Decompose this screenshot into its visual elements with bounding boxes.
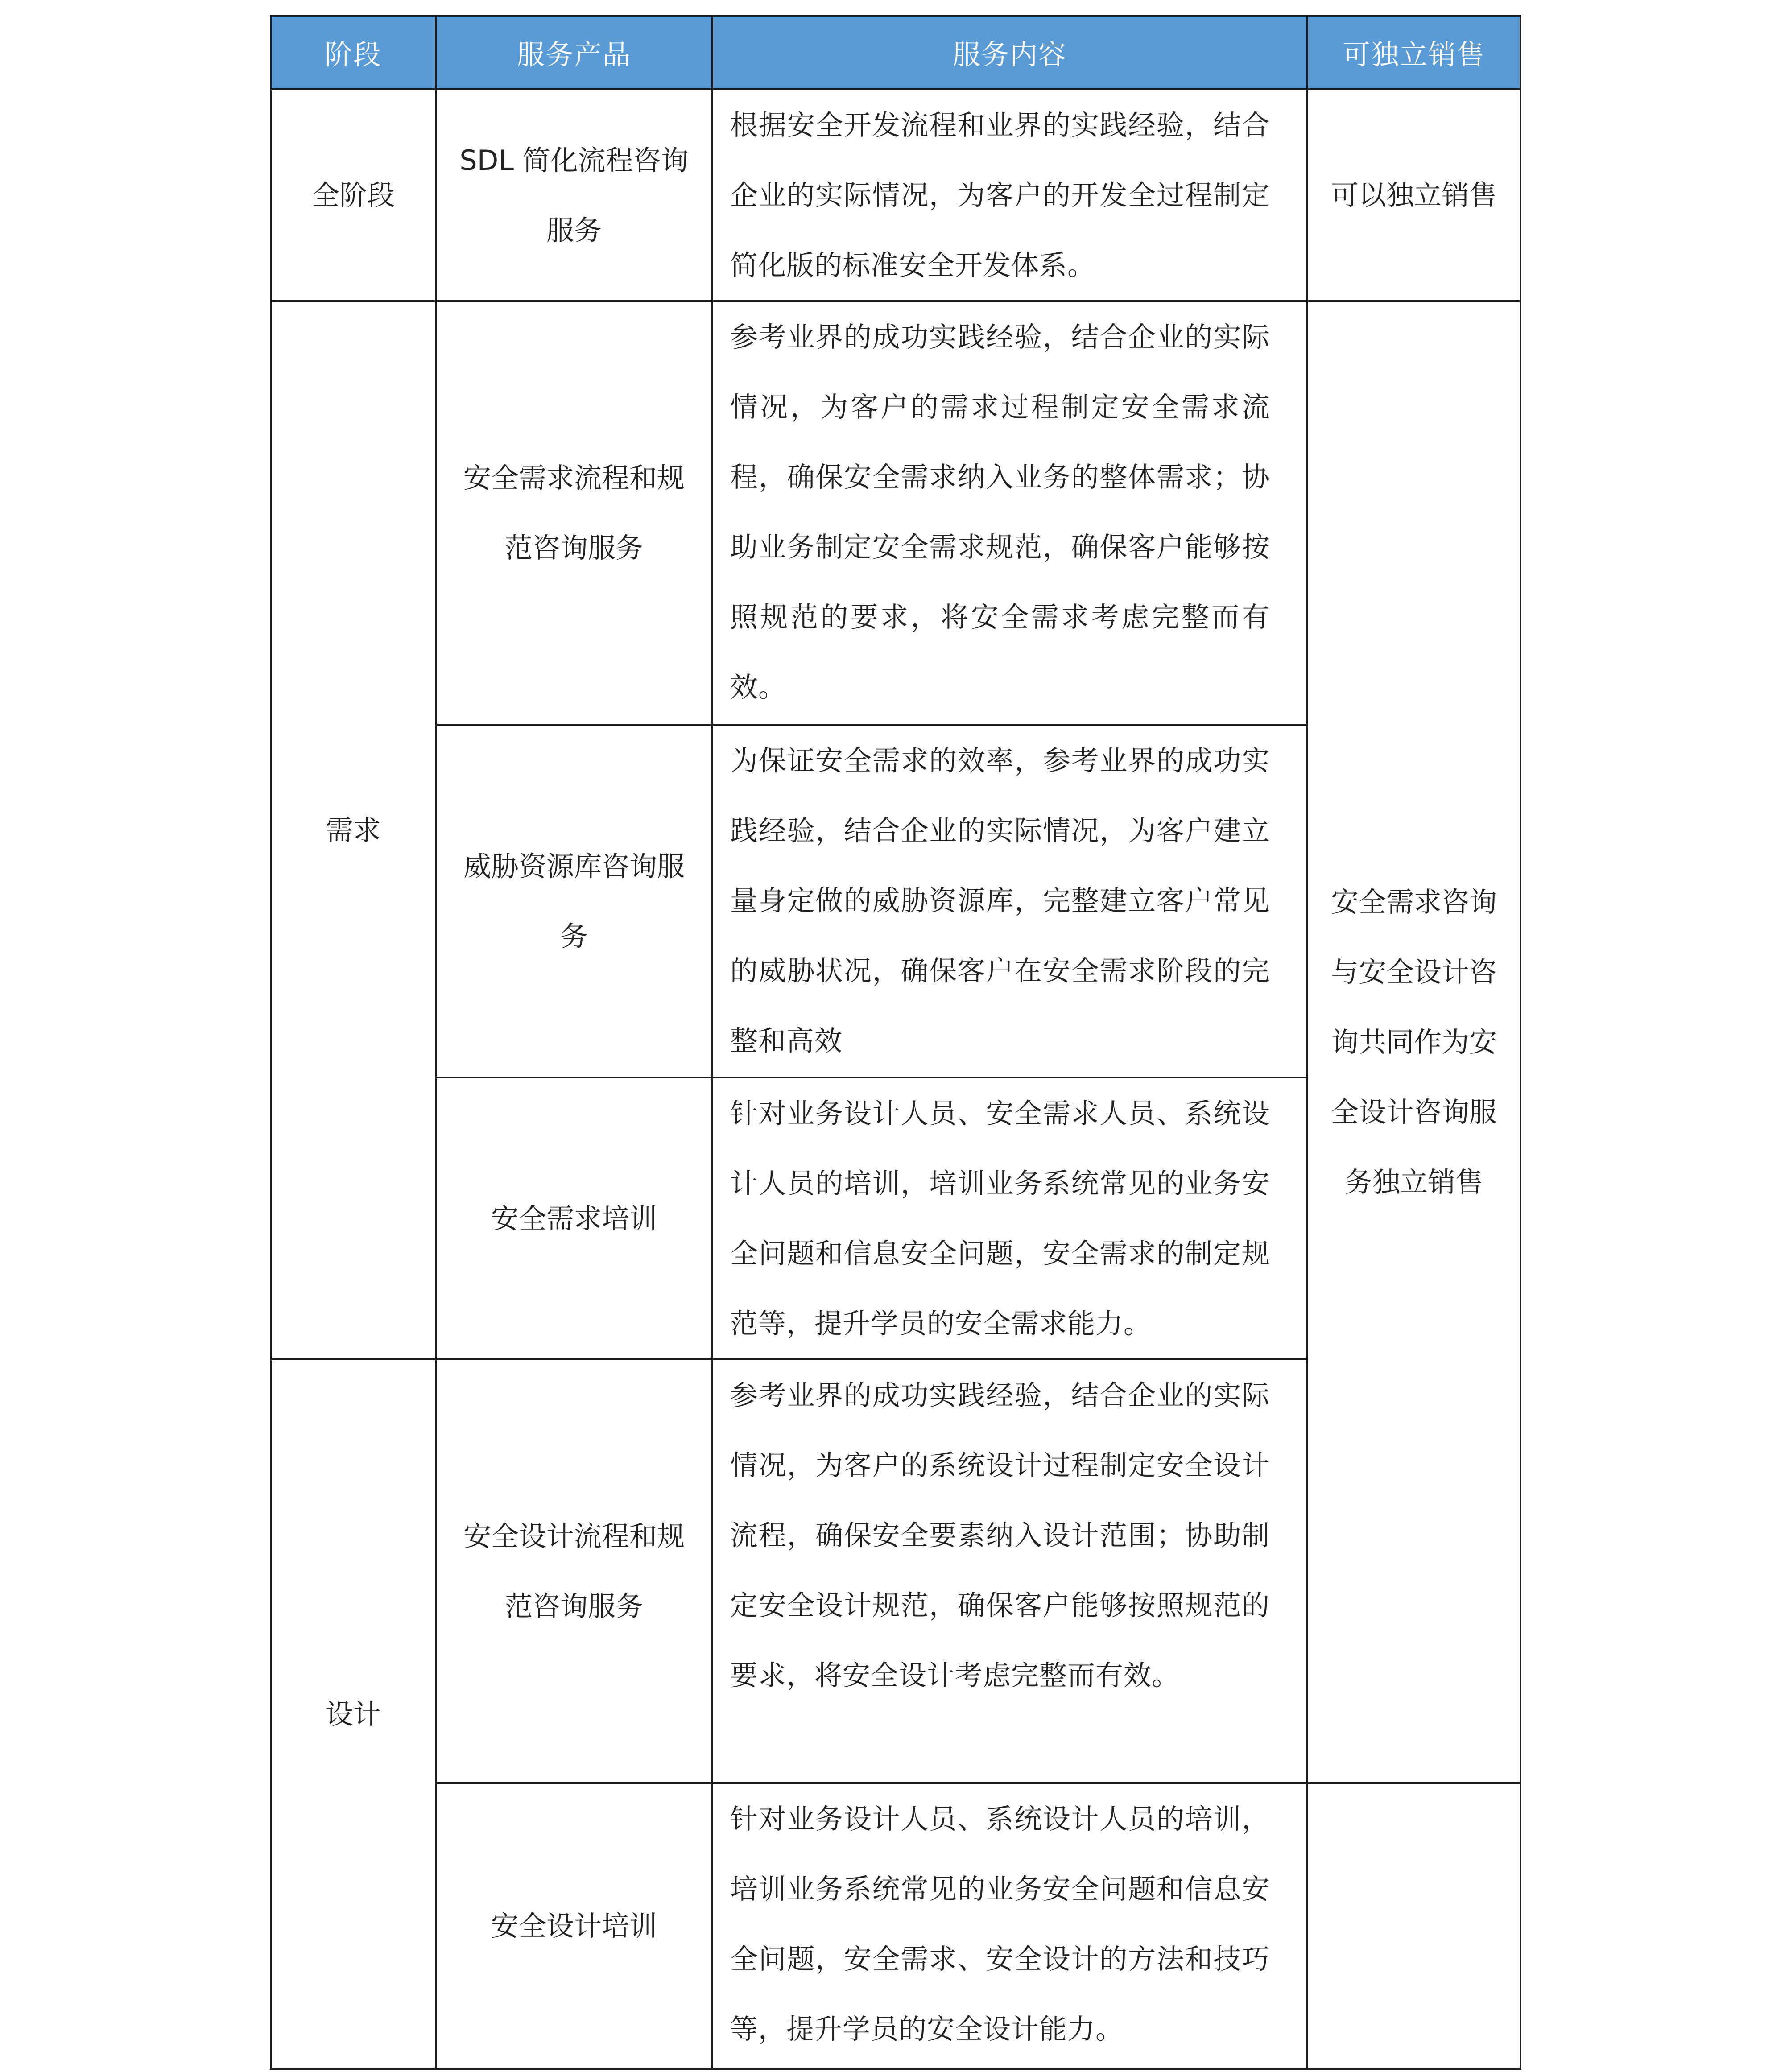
content-cell: 参考业界的成功实践经验，结合企业的实际情况，为客户的系统设计过程制定安全设计流程，确保安全要素纳入设计范围；协助制定安全设计规范，确保客户能够按照规范的要求，将安全设计考虑完整而有效。	[712, 1359, 1307, 1783]
content-cell: 针对业务设计人员、系统设计人员的培训，培训业务系统常见的业务安全问题和信息安全问题，安全需求、安全设计的方法和技巧等，提升学员的安全设计能力。	[712, 1783, 1307, 2069]
header-content: 服务内容	[712, 16, 1307, 89]
product-cell: 安全设计培训	[436, 1783, 712, 2069]
content-cell: 针对业务设计人员、安全需求人员、系统设计人员的培训，培训业务系统常见的业务安全问题和信息安全问题，安全需求的制定规范等，提升学员的安全需求能力。	[712, 1077, 1307, 1359]
product-cell: SDL 简化流程咨询服务	[436, 89, 712, 301]
content-cell: 为保证安全需求的效率，参考业界的成功实践经验，结合企业的实际情况，为客户建立量身定做的威胁资源库，完整建立客户常见的威胁状况，确保客户在安全需求阶段的完整和高效	[712, 725, 1307, 1077]
table-header-row	[271, 16, 1521, 89]
content-cell: 根据安全开发流程和业界的实践经验，结合企业的实际情况，为客户的开发全过程制定简化版的标准安全开发体系。	[712, 89, 1307, 301]
table-row	[271, 89, 1521, 301]
stage-cell: 设计	[271, 1359, 436, 2069]
stage-cell: 需求	[271, 301, 436, 1359]
sale-cell: 可以独立销售	[1307, 89, 1521, 301]
services-table	[270, 15, 1521, 2070]
table-row	[271, 301, 1521, 725]
product-cell: 安全设计流程和规范咨询服务	[436, 1359, 712, 1783]
content-cell: 参考业界的成功实践经验，结合企业的实际情况，为客户的需求过程制定安全需求流程，确保安全需求纳入业务的整体需求；协助业务制定安全需求规范，确保客户能够按照规范的要求，将安全需求考虑完整而有效。	[712, 301, 1307, 725]
sale-cell: 安全需求咨询与安全设计咨询共同作为安全设计咨询服务独立销售	[1307, 301, 1521, 1783]
header-product: 服务产品	[436, 16, 712, 89]
header-stage: 阶段	[271, 16, 436, 89]
empty-sale-cell	[1307, 1783, 1521, 2069]
product-cell: 安全需求培训	[436, 1077, 712, 1359]
header-sale: 可独立销售	[1307, 16, 1521, 89]
product-cell: 威胁资源库咨询服务	[436, 725, 712, 1077]
product-cell: 安全需求流程和规范咨询服务	[436, 301, 712, 725]
stage-cell: 全阶段	[271, 89, 436, 301]
table-row	[271, 1783, 1521, 2069]
